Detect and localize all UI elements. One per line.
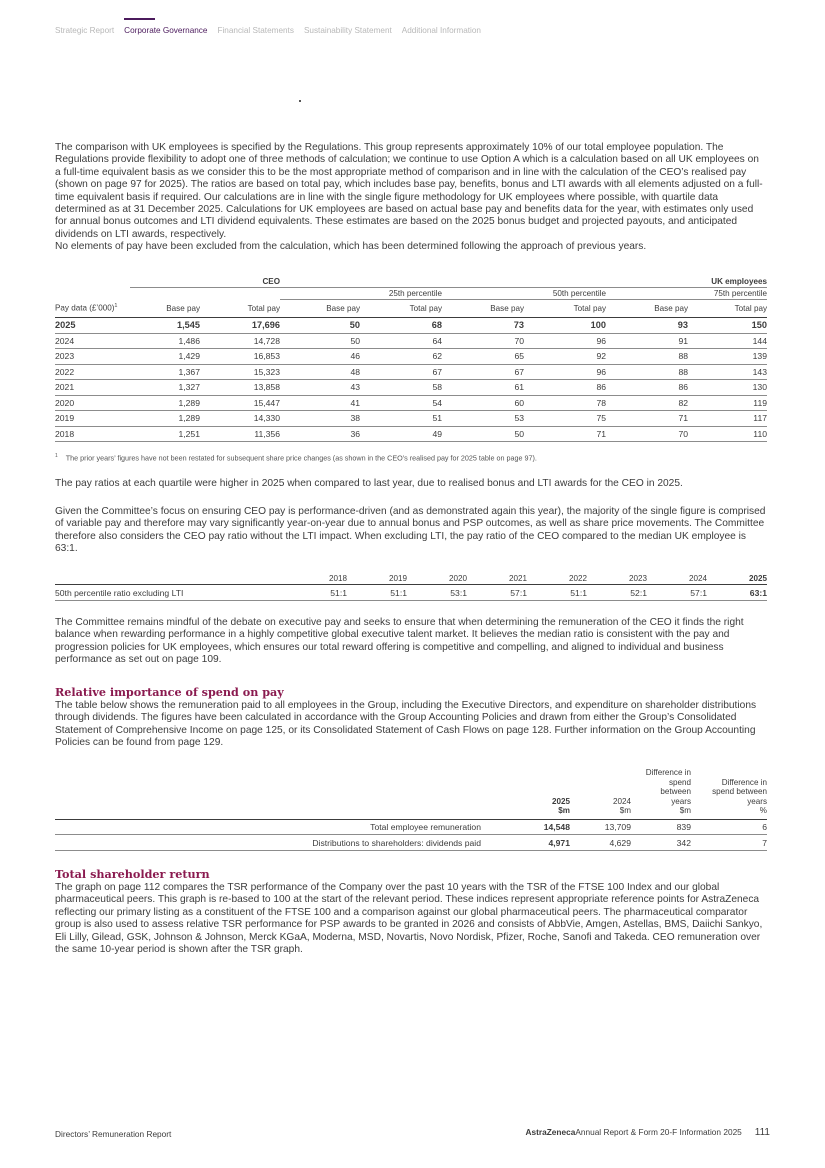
pay-value-cell: 1,545 — [130, 318, 200, 334]
spend-value-cell: 4,971 — [481, 835, 570, 851]
pay-value-cell: 86 — [606, 380, 688, 396]
pay-value-cell: 73 — [442, 318, 524, 334]
ratio-year-header: 2020 — [448, 573, 467, 583]
ratio-value-cell: 51:1 — [347, 585, 407, 601]
ratio-year-header: 2025 — [748, 573, 767, 583]
pay-value-cell: 43 — [280, 380, 360, 396]
spend-row-label: Distributions to shareholders: dividends paid — [55, 835, 481, 851]
ratio-value-cell: 51:1 — [287, 585, 347, 601]
pay-value-cell: 88 — [606, 364, 688, 380]
footer-doc-info — [526, 1127, 771, 1138]
pay-table-row — [55, 395, 767, 411]
pay-value-cell: 110 — [688, 426, 767, 442]
committee-paragraph: Given the Committee’s focus on ensuring CEO pay is performance-driven (and as demonstrated again this year), the majority of the single figure is comprised of variable pay and therefore may vary significantly year-on-year due to annual bonus and PSP outcomes, as well as share price movements. The Committee therefore also considers the CEO pay ratio without the LTI impact. When excluding LTI, the pay ratio of the CEO compared to the median UK employee is 63:1. — [55, 506, 766, 555]
pay-value-cell: 46 — [280, 349, 360, 365]
pay-value-cell: 1,367 — [130, 364, 200, 380]
pay-value-cell: 67 — [442, 364, 524, 380]
pay-value-cell: 48 — [280, 364, 360, 380]
pay-value-cell: 61 — [442, 380, 524, 396]
col-p25-total-pay: Total pay — [409, 304, 442, 313]
pay-value-cell: 60 — [442, 395, 524, 411]
ratio-year-header: 2023 — [628, 573, 647, 583]
nav-financial-statements[interactable]: Financial Statements — [217, 26, 294, 35]
section-nav — [55, 18, 481, 35]
tsr-paragraph: The graph on page 112 compares the TSR performance of the Company over the past 10 years with the TSR of the FTSE 100 Index and our global pharmaceutical peers. This graph is re-based to 100 at the start of the relevant period. These indices represent appropriate reference points for AstraZeneca reflecting our primary listing as a constituent of the FTSE 100 and a comparison against our global pharmaceutical peers. The pharmaceutical comparator group is also used to assess relative TSR performance for PSP awards to be granted in 2026 and consists of AbbVie, Amgen, Astellas, BMS, Daiichi Sankyo, Eli Lilly, Gilead, GSK, Johnson & Johnson, Merck KGaA, Moderna, MSD, Novartis, Novo Nordisk, Pfizer, Roche, Sanofi and Takeda. CEO remuneration over the same 10-year period is shown after the TSR graph. — [55, 882, 763, 956]
intro-paragraph — [55, 142, 767, 254]
ratio-excluding-lti-table — [55, 572, 767, 601]
pay-value-cell: 88 — [606, 349, 688, 365]
year-cell: 2020 — [55, 395, 130, 411]
year-cell: 2021 — [55, 380, 130, 396]
pay-value-cell: 71 — [606, 411, 688, 427]
pay-value-cell: 67 — [360, 364, 442, 380]
spend-value-cell: 7 — [691, 835, 767, 851]
ratio-value-cell: 52:1 — [587, 585, 647, 601]
ratio-value-cell: 53:1 — [407, 585, 467, 601]
spend-paragraph: The table below shows the remuneration paid to all employees in the Group, including the Executive Directors, and expenditure on shareholder distributions through dividends. The figures have been calculated in accordance with the Group Accounting Policies and drawn from either the Group’s Consolidated Statement of Comprehensive Income on page 125, or its Consolidated Statement of Cash Flows on page 128. Further information on the Group Accounting Policies can be found from page 129. — [55, 700, 757, 749]
intro-text: The comparison with UK employees is specified by the Regulations. This group represents approximately 10% of our total employee population. The Regulations provide flexibility to adopt one of three methods of calculation; we continue to use Option A which is a calculation based on all UK employees on a full-time equivalent basis as we consider this to be the most appropriate method of comparison and in line with the calculation of the CEO’s realised pay (shown on page 97 for 2025). The ratios are based on total pay, which includes base pay, benefits, bonus and LTI awards with all elements adjusted on a full-time equivalent basis if required. Our calculations are in line with the single figure methodology for UK employees where possible, with quartile data determined as at 31 December 2025. Calculations for UK employees are based on actual base pay and benefits data for the year, with estimates only used for annual bonus outcomes and LTI dividend equivalents. These estimates are based on the 2025 bonus budget and projected payouts, and anticipated dividends on LTI awards, respectively. — [55, 142, 763, 240]
spend-table-row — [55, 819, 767, 835]
col-p25-base-pay: Base pay — [326, 304, 360, 313]
ratio-year-header: 2018 — [328, 573, 347, 583]
pay-value-cell: 16,853 — [200, 349, 280, 365]
spend-table-body — [55, 819, 767, 850]
pay-ratio-table — [55, 276, 767, 442]
pay-value-cell: 51 — [360, 411, 442, 427]
ratio-value-cell: 51:1 — [527, 585, 587, 601]
pay-value-cell: 1,251 — [130, 426, 200, 442]
pay-value-cell: 1,289 — [130, 395, 200, 411]
mindful-paragraph: The Committee remains mindful of the debate on executive pay and seeks to ensure that when determining the remuneration of the CEO it finds the right balance when rewarding performance in a highly competitive global executive talent market. It believes the median ratio is consistent with the pay and progression policies for UK employees, which ensures our total reward offering is competitive and compelling, and aligned to individual and business performance as set out on page 109. — [55, 617, 744, 666]
col-ceo-total-pay: Total pay — [247, 303, 280, 313]
pay-table-body — [55, 318, 767, 442]
spend-value-cell: 342 — [631, 835, 691, 851]
pay-value-cell: 144 — [688, 333, 767, 349]
pay-value-cell: 119 — [688, 395, 767, 411]
pay-value-cell: 1,327 — [130, 380, 200, 396]
pay-value-cell: 65 — [442, 349, 524, 365]
pay-value-cell: 15,323 — [200, 364, 280, 380]
col-p75-base-pay: Base pay — [654, 304, 688, 313]
pay-table-row — [55, 318, 767, 334]
col-p50-total-pay: Total pay — [573, 304, 606, 313]
pay-value-cell: 93 — [606, 318, 688, 334]
uk-employees-group-header: UK employees — [280, 276, 767, 288]
pay-value-cell: 17,696 — [200, 318, 280, 334]
pay-value-cell: 49 — [360, 426, 442, 442]
stray-dot — [299, 100, 301, 102]
pay-value-cell: 41 — [280, 395, 360, 411]
pay-value-cell: 50 — [280, 333, 360, 349]
spend-heading: Relative importance of spend on pay — [55, 685, 284, 699]
ceo-group-header: CEO — [130, 276, 280, 288]
col-2025: 2025 $m — [551, 796, 570, 816]
pay-value-cell: 13,858 — [200, 380, 280, 396]
pay-value-cell: 62 — [360, 349, 442, 365]
spend-table-row — [55, 835, 767, 851]
ratio-year-header: 2019 — [388, 573, 407, 583]
pay-table-footnote: $^1$ The prior years’ figures have not been restated for subsequent share price changes (as shown in the CEO’s realised pay for 2025 table on page 97). — [55, 453, 537, 463]
nav-sustainability-statement[interactable]: Sustainability Statement — [303, 26, 392, 35]
pay-value-cell: 100 — [524, 318, 606, 334]
pay-table-row — [55, 380, 767, 396]
pay-value-cell: 64 — [360, 333, 442, 349]
ratio-year-header: 2022 — [568, 573, 587, 583]
pay-value-cell: 53 — [442, 411, 524, 427]
pay-value-cell: 71 — [524, 426, 606, 442]
footer-brand: AstraZeneca — [525, 1127, 576, 1137]
page-number: 111 — [754, 1127, 770, 1138]
col-diff-m: Difference in spend between years $m — [645, 768, 691, 816]
year-cell: 2024 — [55, 333, 130, 349]
pay-value-cell: 78 — [524, 395, 606, 411]
tsr-heading: Total shareholder return — [55, 867, 210, 881]
col-ceo-base-pay: Base pay — [166, 303, 200, 313]
pay-value-cell: 143 — [688, 364, 767, 380]
pay-value-cell: 50 — [442, 426, 524, 442]
pay-value-cell: 14,330 — [200, 411, 280, 427]
col-2024: 2024 $m — [612, 796, 631, 816]
pay-table-row — [55, 364, 767, 380]
nav-strategic-report[interactable]: Strategic Report — [55, 26, 115, 35]
pay-value-cell: 14,728 — [200, 333, 280, 349]
pay-value-cell: 15,447 — [200, 395, 280, 411]
pay-value-cell: 38 — [280, 411, 360, 427]
pay-value-cell: 58 — [360, 380, 442, 396]
year-cell: 2023 — [55, 349, 130, 365]
pay-value-cell: 82 — [606, 395, 688, 411]
pay-value-cell: 54 — [360, 395, 442, 411]
ratio-value-cell: 57:1 — [647, 585, 707, 601]
pay-value-cell: 68 — [360, 318, 442, 334]
p25-header: 25th percentile — [280, 288, 442, 300]
pay-value-cell: 92 — [524, 349, 606, 365]
nav-corporate-governance[interactable]: Corporate Governance — [124, 18, 207, 35]
year-cell: 2022 — [55, 364, 130, 380]
col-diff-pct: Difference in spend between years % — [712, 777, 767, 816]
year-cell: 2025 — [55, 318, 130, 334]
pay-value-cell: 150 — [688, 318, 767, 334]
ratio-row-label: 50th percentile ratio excluding LTI — [55, 585, 287, 601]
footer-doc-title: Annual Report & Form 20-F Information 2025 — [575, 1127, 742, 1137]
pay-table-row — [55, 411, 767, 427]
pay-value-cell: 70 — [442, 333, 524, 349]
pay-value-cell: 70 — [606, 426, 688, 442]
p50-header: 50th percentile — [442, 288, 606, 300]
pay-value-cell: 50 — [280, 318, 360, 334]
pay-value-cell: 139 — [688, 349, 767, 365]
year-cell: 2019 — [55, 411, 130, 427]
spend-value-cell: 4,629 — [570, 835, 631, 851]
pay-ratio-paragraph: The pay ratios at each quartile were higher in 2025 when compared to last year, due to realised bonus and LTI awards for the CEO in 2025. — [55, 478, 683, 489]
p75-header: 75th percentile — [606, 288, 767, 300]
spend-value-cell: 13,709 — [570, 819, 631, 835]
spend-value-cell: 839 — [631, 819, 691, 835]
pay-value-cell: 75 — [524, 411, 606, 427]
footer-section-title: Directors’ Remuneration Report — [55, 1129, 172, 1139]
spend-on-pay-table — [55, 768, 767, 851]
pay-value-cell: 91 — [606, 333, 688, 349]
spend-value-cell: 6 — [691, 819, 767, 835]
pay-value-cell: 86 — [524, 380, 606, 396]
ratio-value-cell: 57:1 — [467, 585, 527, 601]
pay-value-cell: 36 — [280, 426, 360, 442]
pay-value-cell: 117 — [688, 411, 767, 427]
spend-value-cell: 14,548 — [481, 819, 570, 835]
ratio-year-header: 2024 — [688, 573, 707, 583]
year-cell: 2018 — [55, 426, 130, 442]
col-p75-total-pay: Total pay — [734, 304, 767, 313]
spend-row-label: Total employee remuneration — [55, 819, 481, 835]
col-p50-base-pay: Base pay — [490, 304, 524, 313]
pay-value-cell: 1,486 — [130, 333, 200, 349]
ratio-year-header: 2021 — [508, 573, 527, 583]
nav-additional-information[interactable]: Additional Information — [401, 26, 481, 35]
pay-value-cell: 11,356 — [200, 426, 280, 442]
ratio-value-cell: 63:1 — [707, 585, 767, 601]
pay-data-label: Pay data (£’000)$^1$ — [55, 303, 118, 314]
pay-table-row — [55, 426, 767, 442]
pay-value-cell: 130 — [688, 380, 767, 396]
pay-table-row — [55, 333, 767, 349]
pay-value-cell: 96 — [524, 364, 606, 380]
pay-value-cell: 96 — [524, 333, 606, 349]
pay-value-cell: 1,289 — [130, 411, 200, 427]
pay-value-cell: 1,429 — [130, 349, 200, 365]
pay-table-row — [55, 349, 767, 365]
intro-text-2: No elements of pay have been excluded from the calculation, which has been determined following the approach of previous years. — [55, 241, 647, 253]
